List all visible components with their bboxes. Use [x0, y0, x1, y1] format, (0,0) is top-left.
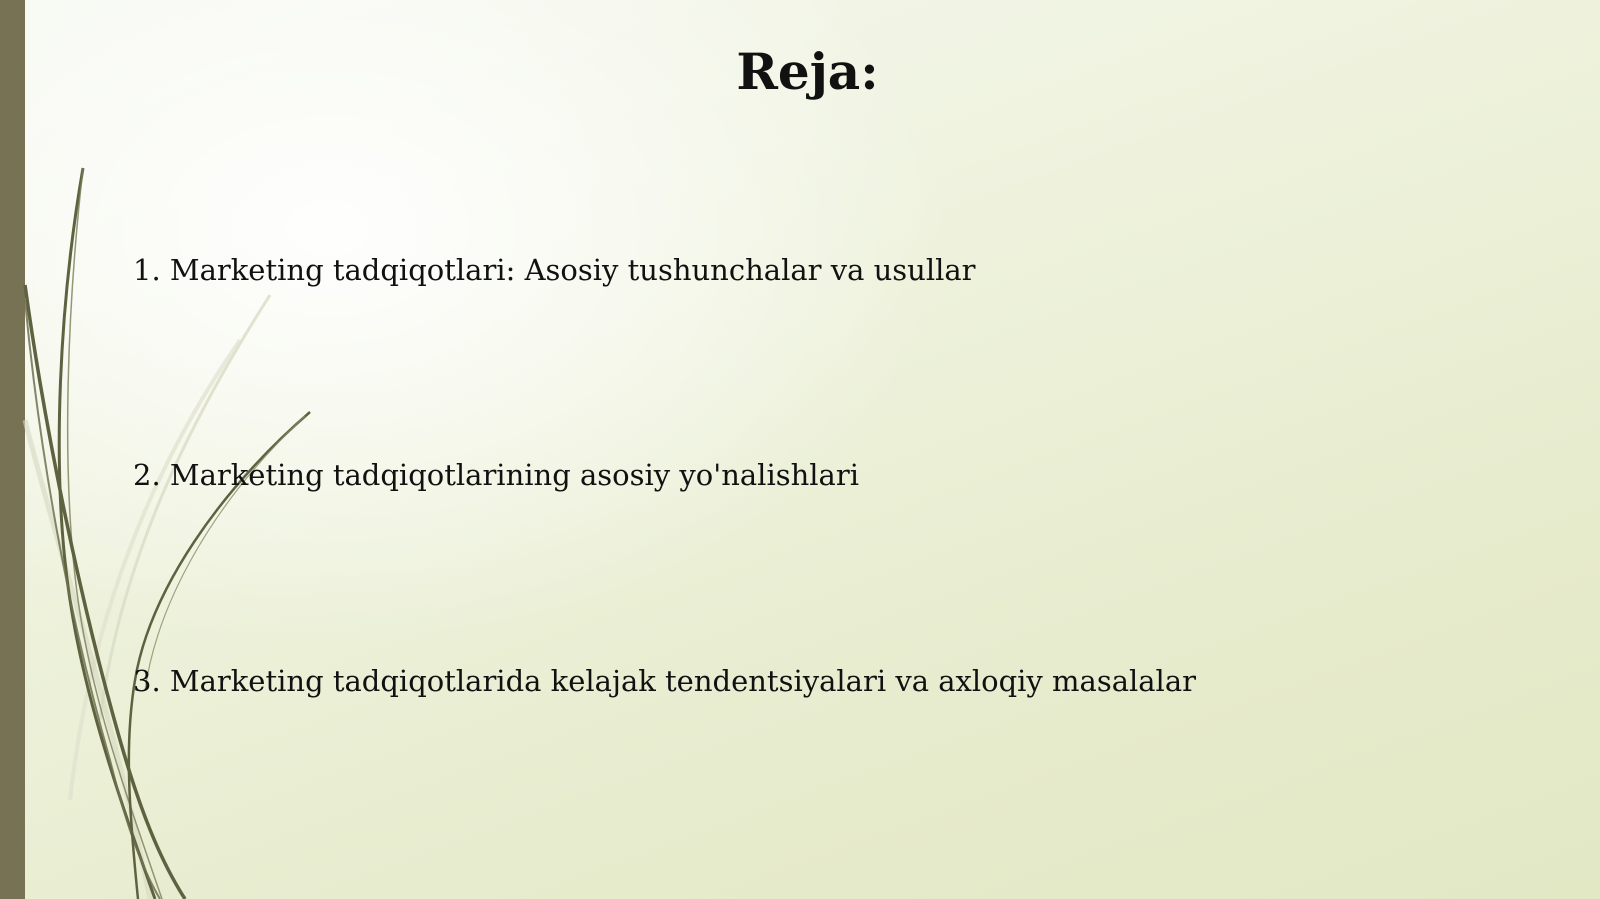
left-accent-bar — [0, 0, 25, 899]
agenda-item-2: 2. Marketing tadqiqotlarining asosiy yo'nalishlari — [133, 458, 859, 492]
agenda-item-1: 1. Marketing tadqiqotlari: Asosiy tushunchalar va usullar — [133, 253, 976, 287]
slide-title: Reja: — [736, 42, 879, 101]
agenda-item-3: 3. Marketing tadqiqotlarida kelajak tendentsiyalari va axloqiy masalalar — [133, 664, 1196, 698]
